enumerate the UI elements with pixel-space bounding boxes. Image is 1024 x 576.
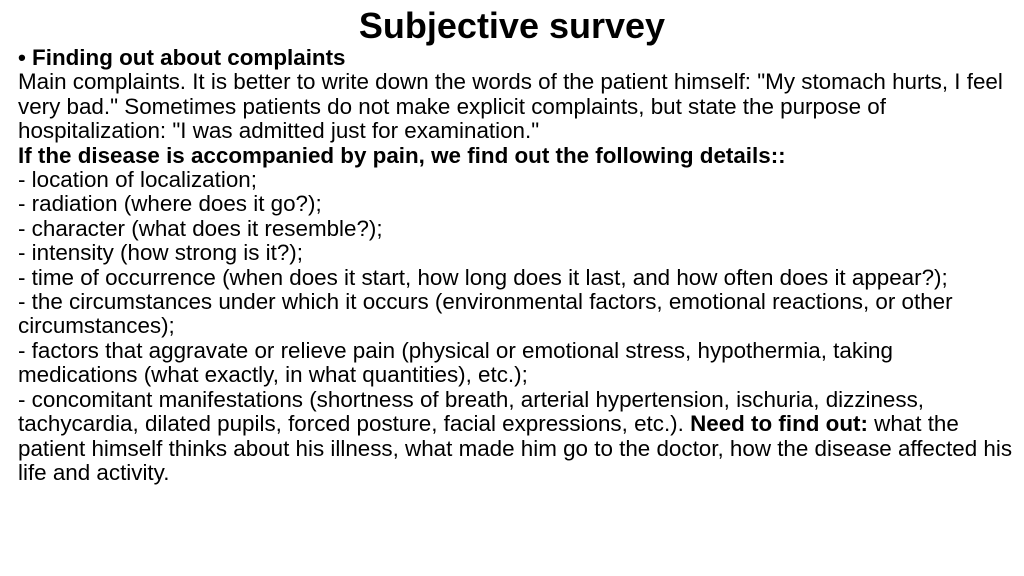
page-title: Subjective survey	[358, 5, 666, 46]
detail-location: - location of localization;	[18, 167, 257, 193]
need-to-find-out-text: what the patient himself thinks about his illness, what made him go to the doctor, how the disease affected his life and activity.	[18, 411, 1013, 485]
detail-radiation: - radiation (where does it go?);	[18, 191, 322, 217]
detail-character: - character (what does it resemble?);	[18, 215, 383, 241]
main-complaints-paragraph: Main complaints. It is better to write down the words of the patient himself: "My stomach hurts, I feel very bad." Sometimes patients do not make explicit complaints, but state the purpose of hospitalization: "I was admitted just for examination."	[18, 69, 1003, 144]
bullet-heading: • Finding out about complaints	[18, 45, 346, 70]
detail-concomitant-manifestations	[18, 388, 1018, 486]
detail-aggravating-factors: - factors that aggravate or relieve pain (physical or emotional stress, hypothermia, taking medications (what exactly, in what quantities), etc.);	[18, 337, 893, 388]
concomitant-text: - concomitant manifestations (shortness of breath, arterial hypertension, ischuria, dizziness, tachycardia, dilated pupils, forced posture, facial expressions, etc.).	[18, 386, 925, 437]
detail-time-of-occurrence: - time of occurrence (when does it start, how long does it last, and how often does it appear?);	[18, 264, 948, 290]
need-to-find-out-label: Need to find out:	[690, 411, 868, 437]
pain-details-heading: If the disease is accompanied by pain, we find out the following details::	[18, 142, 786, 168]
slide-body	[18, 46, 1018, 485]
detail-circumstances: - the circumstances under which it occurs (environmental factors, emotional reactions, or other circumstances);	[18, 289, 953, 339]
detail-intensity: - intensity (how strong is it?);	[18, 240, 303, 266]
